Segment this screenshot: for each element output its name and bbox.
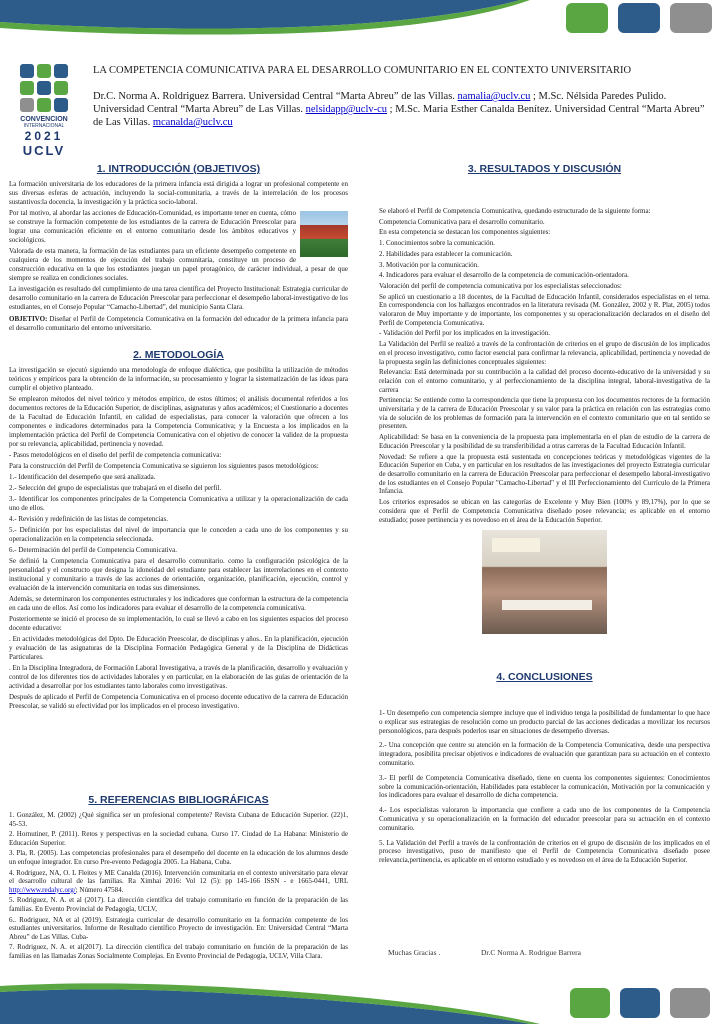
- results-paragraph-11: Novedad: Se refiere a que la propuesta está sustentada en concepciones teóricas y metodológicas vigentes de la Educación Superior en Cuba, y en particular en los resultados de las investigaciones del proyecto Estrategia curricular de desarrollo comunitario en la carrera de Educación Preescolar para perfeccionar el desempeño laboral-investigativo de los estudiantes en el Consejo Popular "Camacho-Libertad" y el III Perfeccionamiento del Currículo de la Primera Infancia.: [379, 452, 710, 496]
- section-referencias: [9, 794, 348, 963]
- top-gray-square: [670, 3, 712, 33]
- heading-introduccion: 1. INTRODUCCIÓN (OBJETIVOS): [96, 163, 261, 175]
- method-step: 3.- Identificar los componentes principales de la Competencia Comunicativa a utilizar y la operacionalización de cada uno de ellos.: [9, 495, 348, 512]
- conclusion-item: 3.- El perfil de Competencia Comunicativa diseñado, tiene en cuenta los componentes siguientes: Conocimientos sobre la comunicación-orientación, Habilidades para establecer la comunicación, Motivación por la comunicación y los indicadores para evaluar el desarrollo de dicha competencia.: [379, 773, 710, 800]
- method-paragraph-4: Para la construcción del Perfil de Competencia Comunicativa se siguieron los siguientes pasos metodológicos:: [9, 462, 319, 470]
- authors-part-2: ; M.Sc. Nélsida Paredes Pulido. Universidad Central “Marta Abreu” de Las Villas.: [93, 91, 667, 115]
- university-building-photo: [300, 211, 348, 257]
- method-paragraph-7: Posteriormente se inició el proceso de su implementación, lo cual se llevó a cabo en los siguientes espacios del proceso docente educativo:: [9, 615, 348, 632]
- reference-item: 5. Rodriguez, N. A. et al (2017). La dirección científica del trabajo comunitario en función de la preparación de las familias. En Evento Provincial de Pedagogía, UCLV,: [9, 896, 348, 913]
- results-item: 1. Conocimientos sobre la comunicación.: [379, 239, 495, 248]
- results-paragraph-6: - Validación del Perfil por los implicados en la investigación.: [379, 329, 550, 338]
- heading-metodologia: 2. METODOLOGÍA: [133, 349, 224, 361]
- intro-paragraph-1: La formación universitaria de los educadores de la primera infancia está dirigida a lograr un profesional competente en sus diversas esferas de actuación, incluyendo la social-comunitaria, a través de la interrelación de los procesos sustantivos:la docencia, la investigación y la práctica socio-laboral.: [9, 180, 348, 206]
- reference-item: 7. Rodriguez, N. A. et al(2017). La dirección científica del trabajo comunitario en función de la preparación de las familias en las llamadas Zonas Socialmente Complejas. En Evento Provincial de Pedagogía, UCLV, Villa Clara.: [9, 943, 348, 960]
- top-decorative-band: [0, 0, 723, 42]
- method-step: 1.- Identificación del desempeño que será analizada.: [9, 473, 156, 481]
- bottom-blue-square: [620, 988, 660, 1018]
- section-conclusiones: [379, 671, 710, 871]
- results-paragraph-4: Valoración del perfil de competencia comunicativa por los especialistas seleccionados:: [379, 281, 622, 290]
- reference-item: 6.. Rodriguez, NA et al (2019). Estrategia curricular de desarrollo comunitario en la formación competente de los estudiantes universitarios. Informe de Resultado científico Proyecto de investigación. En: Universidad Central “Marta Abreu” de Las Villas. Cuba-: [9, 915, 348, 941]
- intro-paragraph-4: La investigación es resultado del cumplimiento de una tarea científica del Proyecto Institucional: Estrategia curricular de desarrollo comunitario en la carrera de Educación Preescolar para perfeccionar el desempeño laboral-investigativo de los estudiantes, en el Consejo Popular “Camacho-Libertad”, del municipio Santa Clara.: [9, 285, 348, 311]
- bottom-decorative-band: [0, 974, 723, 1024]
- signature-text: Dr.C Norma A. Rodrigue Barrera: [481, 948, 581, 957]
- method-paragraph-10: Después de aplicado el Perfil de Competencia Comunicativa en el proceso docente educativo de la carrera de Educación Preescolar, se validó su efectividad por los implicados en el proceso investigativo.: [9, 693, 348, 710]
- results-paragraph-7: La Validación del Perfil se realizó a través de la confrontación de criterios en el grupo de discusión de los implicados en el proceso investigativo, como factor esencial para confirmar la relevancia, aplicabilidad, pertinencia y novedad de la propuesta según las definiciones conceptuales siguientes:: [379, 340, 710, 366]
- reference-link[interactable]: http://www.redalyc.org/: [9, 885, 76, 894]
- reference-item: 1. González, M. (2002) ¿Qué significa ser un profesional competente? Revista Cubana de Educación Superior. (22)1, 45-53.: [9, 811, 348, 828]
- results-paragraph-9: Pertinencia: Se entiende como la correspondencia que tiene la propuesta con los documentos rectores de la formación universitaria y de la carrera de Educación Preescolar y su valor para la práctica en relación con las estrategias como vía de solución de los problemas de formación para la intervención en el contexto comunitario que en tal sentido se presenten.: [379, 396, 710, 431]
- results-item: 3. Motivación por la comunicación.: [379, 260, 479, 269]
- method-paragraph-9: . En la Disciplina Integradora, de Formación Laboral Investigativa, a través de la planificación, desarrollo y evaluación y control de los diferentes tios de actividades laborales y en particular, en la elaboración de las guías de orientación de la actividad a desarrollar por los estudiantes tanto laborales como investigativas.: [9, 664, 348, 690]
- email-link-2[interactable]: nelsidapp@uclv-cu: [305, 104, 388, 115]
- section-introduccion: [9, 163, 348, 335]
- bottom-gray-square: [670, 988, 710, 1018]
- method-step: 5.- Definición por los especialistas del nivel de importancia que le conceden a cada uno de los componentes y su operacionalización en la competencia seleccionada.: [9, 526, 348, 543]
- results-paragraph-3: En esta competencia se destacan los componentes siguientes:: [379, 228, 551, 237]
- results-paragraph-10: Aplicabilidad: Se basa en la conveniencia de la propuesta para implementarla en el plan de estudio de la carrera de Educación Preescolar y la posibilidad de su transferibilidad a otras carreras de la Facultad Educación Infantil.: [379, 433, 710, 450]
- authors-part-1: Dr.C. Norma A. Roldriguez Barrera. Universidad Central “Marta Abreu” de las Villas.: [93, 91, 455, 102]
- heading-conclusiones: 4. CONCLUSIONES: [496, 671, 593, 683]
- conclusion-item: 4.- Los especialistas valoraron la importancia que confiere a cada uno de los componentes de la Competencia Comunicativa y su operacionalización en la formación del educador preescolar para su actuación en el contexto comunitario.: [379, 806, 710, 832]
- method-paragraph-8: . En actividades metodológicas del Dpto. De Educación Preescolar, de disciplinas y años.. En la planificación, ejecución y evaluación de las asignaturas de la Disciplina Formación Pedagógica General y de la Disciplina de Didácticas Particulares.: [9, 635, 348, 661]
- thanks-text: Muchas Gracias .: [388, 948, 441, 957]
- heading-resultados: 3. RESULTADOS Y DISCUSIÓN: [467, 163, 622, 175]
- email-link-3[interactable]: mcanalda@uclv.cu: [152, 117, 233, 128]
- method-step: 2.- Selección del grupo de especialistas que trabajará en el diseño del perfil.: [9, 484, 222, 492]
- method-paragraph-1: La investigación se ejecutó siguiendo una metodología de enfoque dialéctica, que posibilita la utilización de métodos teóricos y empíricos para la obtención de la información, su procesamiento y lograr la sistematización de las ideas para cumplir el objetivo planteado.: [9, 366, 348, 392]
- method-paragraph-5: Se definió la Competencia Comunicativa para el desarrollo comunitario. como la configuración psicológica de la personalidad y el constructo que designa la idoneidad del estudiante para establecer las interrelaciones en el contexto institucional y comunitario a través de las acciones de orientación, organización, planificación, ejecución, control y evaluación de la intervención comunitaria en todas sus dimensiones.: [9, 557, 348, 592]
- section-metodologia: [9, 349, 348, 713]
- conclusion-item: 5. La Validación del Perfil a través de la confrontación de criterios en el grupo de discusión de los implicados en el proceso investigativo, puso de manifiesto que el Perfil de Competencia Comunicativa diseñado posee relevancia,pertinencia, es aplicable en el entorno estudiado y es novedoso en el área de la Educación Superior.: [379, 838, 710, 865]
- results-paragraph-8: Relevancia: Está determinada por su contribución a la calidad del proceso docente-educativo de la universidad y su relación con el entorno comunitario, y al perfeccionamiento de la disciplina integral, laboral-investigativa de la carrera: [379, 368, 710, 394]
- poster-title: LA COMPETENCIA COMUNICATIVA PARA EL DESARROLLO COMUNITARIO EN EL CONTEXTO UNIVERSITARIO: [93, 65, 632, 76]
- authors-block: [93, 90, 713, 129]
- results-paragraph-2: Competencia Comunicativa para el desarrollo comunitario.: [379, 217, 545, 226]
- convention-logo: [14, 64, 70, 158]
- logo-line2: INTERNACIONAL: [23, 123, 65, 129]
- intro-paragraph-2: Por tal motivo, al abordar las acciones de Educación-Comunidad, es importante tener en cuenta, cómo se construye la formación competente de los estudiantes de la carrera de Educación Preescolar para lograr una comunicación eficiente en el entorno comunitario desde los ámbitos educativos y sociológicos.: [9, 209, 296, 244]
- results-paragraph-1: Se elaboró el Perfil de Competencia Comunicativa, quedando estructurado de la siguiente forma:: [379, 207, 651, 215]
- method-paragraph-6: Además, se determinaron los componentes estructurales y los indicadores que conforman la estructura de la competencia en cada uno de ellos. Así como los indicadores para evaluar el desarrollo de la competencia comunicativa.: [9, 595, 348, 612]
- method-step: 6.- Determinación del perfil de Competencia Comunicativa.: [9, 546, 177, 554]
- reference-tail: ; Número 47584.: [75, 885, 124, 894]
- bottom-wave-decoration: [0, 974, 723, 1024]
- objetivo-text: Diseñar el Perfil de Competencia Comunicativa en la formación del educador de la primera infancia para el desarrollo comunitario del entorno universitario.: [9, 315, 348, 332]
- results-paragraph-12: Los criterios expresados se ubican en las categorías de Excelente y Muy Bien (100% y 89,17%), por lo que se considera que el Perfil de Competencia Comunicativa diseñado posee relevancia; es aplicable en el entorno estudiado; posee pertinencia y es novedoso en el área de la Educación Superior.: [379, 498, 710, 524]
- reference-item: 2. Hornutiner, P. (2011). Retos y perspectivas en la sociedad cubana. Curso 17. Ciudad de La Habana: Ministerio de Educación Superior.: [9, 830, 348, 847]
- reference-item: 4. Rodriguez, NA, O. L Fleites y ME Canalda (2016). Intervención comunitaria en el contexto universitario para elevar el desarrollo cultural de las familias. Ra Ximhai 2016: Vol 12 (5): pp 145-166 ISSN - e 1665-0441, URL: [9, 868, 348, 886]
- logo-year: 2021: [24, 129, 64, 143]
- section-resultados: [379, 163, 710, 638]
- bottom-green-square: [570, 988, 610, 1018]
- reference-item: 3. Pla, R. (2005). Las competencias profesionales para el desempeño del docente en la educación de los alumnos desde un enfoque integrador. En curso Pre-evento Pedagogía 2005. La Habana, Cuba.: [9, 849, 348, 866]
- intro-paragraph-3: Valorada de esta manera, la formación de las estudiantes para un eficiente desempeño competente en cualquiera de los momentos de ejecución del trabajo comunitaria, constituye un proceso de construcción educativa en la que los estudiantes juegan un papel protagónico, de carácter individual, a pesar de que siempre se realiza en condiciones sociales.: [9, 247, 348, 282]
- results-item: 4. Indicadores para evaluar el desarrollo de la competencia de comunicación-orientadora.: [379, 271, 629, 280]
- authors-part-3: ; M.Sc. Maria Esther Canalda Benítez. Universidad Central “Marta Abreu” de Las Villas.: [93, 104, 705, 128]
- top-green-square: [566, 3, 608, 33]
- conclusion-item: 1- Un desempeño con competencia siempre incluye que el individuo tenga la posibilidad de fundamentar lo que hace o explicar sus estrategias de resolución como un producto parcial de las acciones dedicadas a movilizar los recursos personológicos, para después poderlos usar en situaciones de desempeño diversas.: [379, 709, 710, 735]
- results-item: 2. Habilidades para establecer la comunicación.: [379, 249, 513, 258]
- results-paragraph-5: Se aplicó un cuestionario a 18 docentes, de la Facultad de Educación Infantil, considerados especialistas en el tema. En correspondencia con los hallazgos encontrados en la literatura revisada (M. González, 2002 y R. Plat, 2005) todos valoraron de Muy importante y de importante, los componentes y su operacionalización declarados en el diseño del Perfil de Competencia Comunicativa.: [379, 292, 710, 327]
- method-paragraph-2: Se emplearon métodos del nivel teórico y métodos empírico, de estos últimos; el análisis documental referidos a los documentos rectores de la Educación Superior, de disciplinas, asignaturas y años académicos; el Cuestionario a docentes de la Facultad de Educación Infantil, en calidad de especialistas, para conocer la valoración que ofrecen a los componentes e indicadores determinados para la Competencia Comunicativa; y la Encuesta a los implicados en la implementación práctica del Perfil de Competencia Comunicativa con el objetivo de conocer la validez de la propuesta por su relevancia, aplicabilidad, pertinencia y novedad.: [9, 395, 348, 448]
- email-link-1[interactable]: namalia@uclv.cu: [457, 91, 531, 102]
- objetivo-label: OBJETIVO:: [9, 315, 48, 323]
- classroom-photo: [482, 530, 607, 634]
- logo-line1: CONVENCION: [20, 116, 68, 123]
- method-step: 4.- Revisión y redefinición de las listas de competencias.: [9, 515, 169, 523]
- conclusion-item: 2.- Una concepción que centre su atención en la formación de la Competencia Comunicativa, desde una perspectiva integradora, posibilita precisar objetivos e indicadores de evaluación que garantizan para su actuación en el contexto comunitario.: [379, 741, 710, 767]
- logo-uclv: UCLV: [22, 143, 66, 158]
- logo-squares: [20, 64, 70, 112]
- top-wave-decoration: [0, 0, 723, 42]
- heading-referencias: 5. REFERENCIAS BIBLIOGRÁFICAS: [88, 794, 269, 806]
- method-paragraph-3: - Pasos metodológicos en el diseño del perfil de competencia comunicativa:: [9, 451, 222, 459]
- top-blue-square: [618, 3, 660, 33]
